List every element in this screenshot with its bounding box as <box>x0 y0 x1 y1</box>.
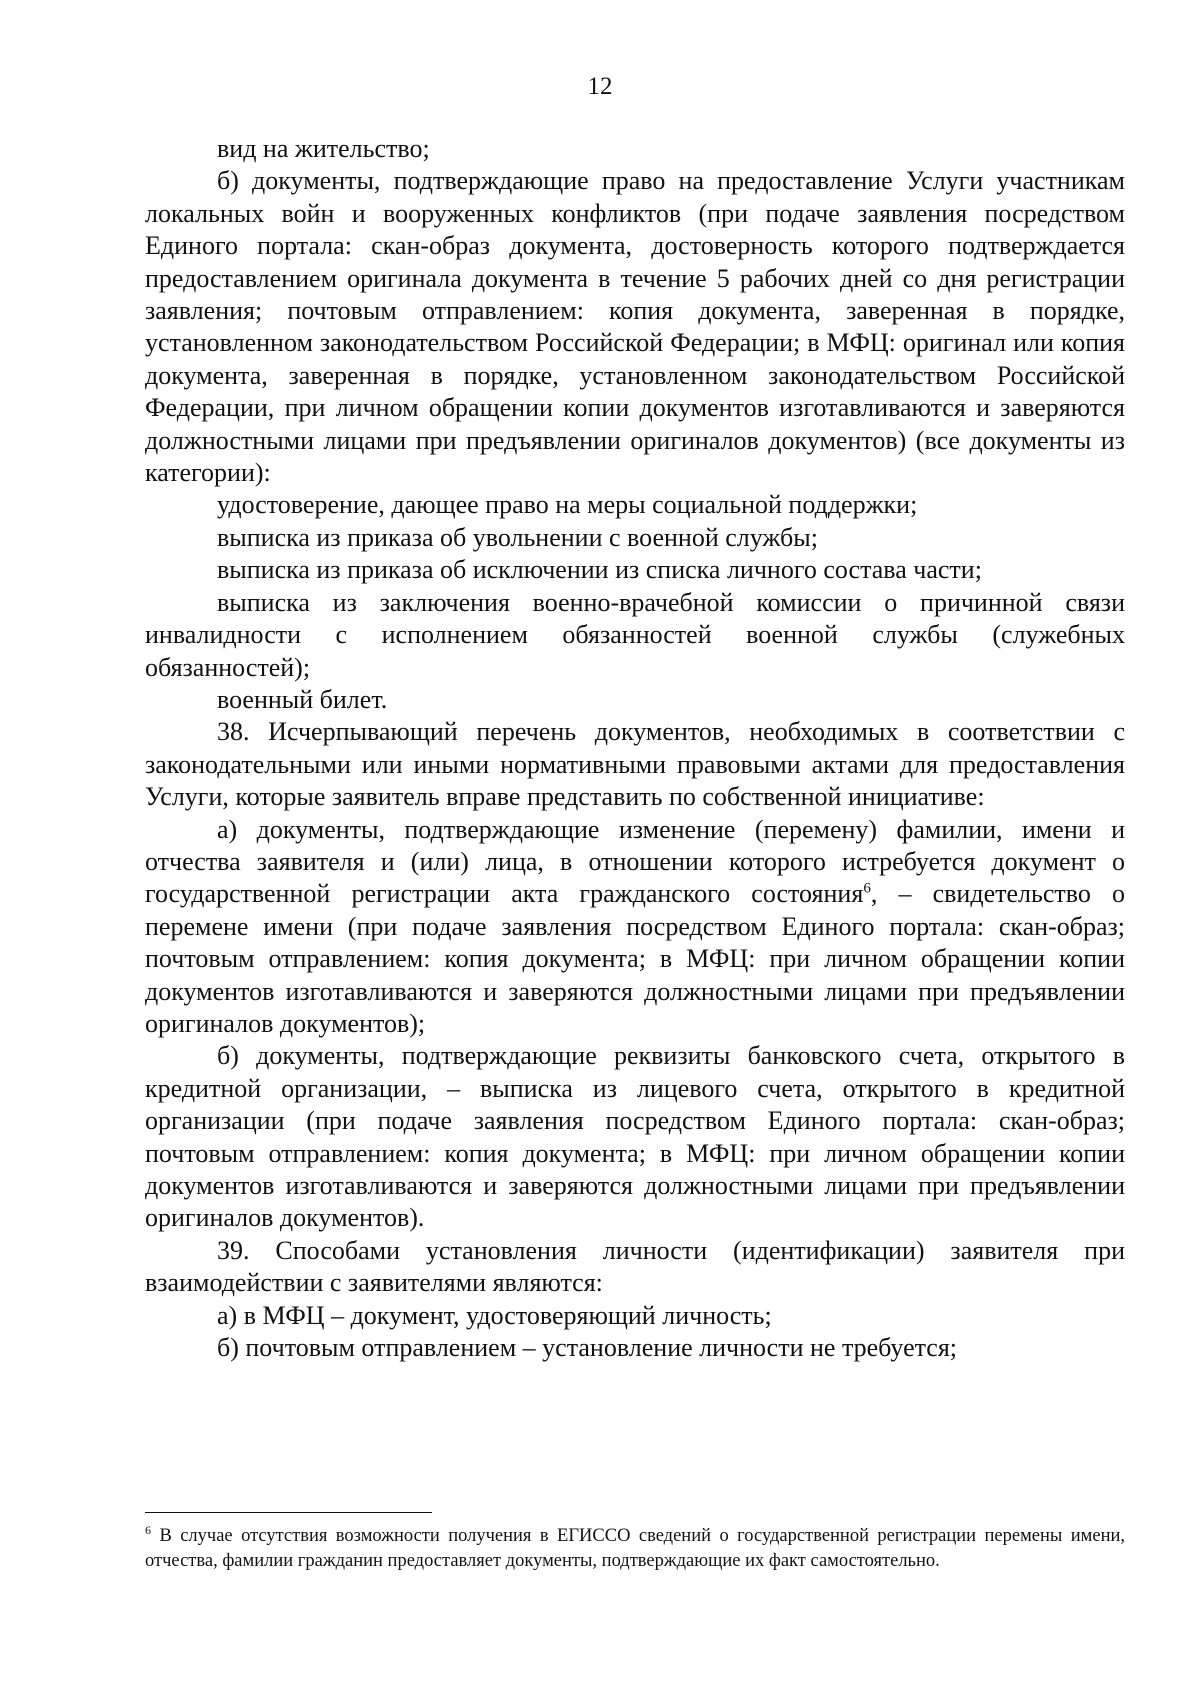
paragraph: выписка из приказа об исключении из списка личного состава части; <box>217 555 982 585</box>
footnote-text: В случае отсутствия возможности получения в ЕГИССО сведений о государственной регистрации перемены имени, отчества, фамилии гражданин предоставляет документы, подтверждающие их факт самостоятельно. <box>145 1526 1125 1571</box>
footnote-marker: 6 <box>145 1522 151 1537</box>
paragraph: 38. Исчерпывающий перечень документов, необходимых в соответствии с законодательными или иными нормативными правовыми актами для предоставления Услуги, которые заявитель вправе представить по собственной инициативе: <box>145 717 1125 812</box>
footnote <box>145 1524 1125 1574</box>
paragraph: б) почтовым отправлением – установление личности не требуется; <box>217 1333 958 1363</box>
paragraph: удостоверение, дающее право на меры социальной поддержки; <box>217 490 918 520</box>
paragraph: военный билет. <box>217 684 388 714</box>
paragraph: выписка из заключения военно-врачебной комиссии о причинной связи инвалидности с исполнением обязанностей военной службы (служебных обязанностей); <box>145 587 1125 682</box>
paragraph: 39. Способами установления личности (идентификации) заявителя при взаимодействии с заявителями являются: <box>145 1235 1125 1298</box>
footnote-reference[interactable]: 6 <box>863 880 871 897</box>
paragraph: выписка из приказа об увольнении с военной службы; <box>217 522 818 552</box>
paragraph: вид на жительство; <box>217 134 430 163</box>
paragraph <box>145 814 1125 1041</box>
paragraph: б) документы, подтверждающие реквизиты банковского счета, открытого в кредитной организации, – выписка из лицевого счета, открытого в кредитной организации (при подаче заявления посредством Единого портала: скан-образ; почтовым отправлением: копия документа; в МФЦ: при личном обращении копии документов изготавливаются и заверяются должностными лицами при предъявлении оригиналов документов). <box>145 1041 1125 1233</box>
footnote-separator <box>145 1512 432 1513</box>
paragraph: а) в МФЦ – документ, удостоверяющий личность; <box>217 1300 772 1330</box>
document-body <box>145 133 1125 1364</box>
paragraph: б) документы, подтверждающие право на предоставление Услуги участникам локальных войн и вооруженных конфликтов (при подаче заявления посредством Единого портала: скан-образ документа, достоверность которого подтверждается предоставлением оригинала документа в течение 5 рабочих дней со дня регистрации заявления; почтовым отправлением: копия документа, заверенная в порядке, установленном законодательством Российской Федерации; в МФЦ: оригинал или копия документа, заверенная в порядке, установленном законодательством Российской Федерации, при личном обращении копии документов изготавливаются и заверяются должностными лицами при предъявлении оригиналов документов) (все документы из категории): <box>145 166 1125 488</box>
paragraph-text: , – свидетельство о перемене имени (при подаче заявления посредством Единого портала: скан-образ; почтовым отправлением: копия документа; в МФЦ: при личном обращении копии документов изготавливаются и заверяются должностными лицами при предъявлении оригиналов документов); <box>145 879 1126 1038</box>
page-number: 12 <box>587 73 613 100</box>
paragraph-text: а) документы, подтверждающие изменение (перемену) фамилии, имени и отчества заявителя и (или) лица, в отношении которого истребуется документ о государственной регистрации акта гражданского состояния <box>145 814 1125 909</box>
